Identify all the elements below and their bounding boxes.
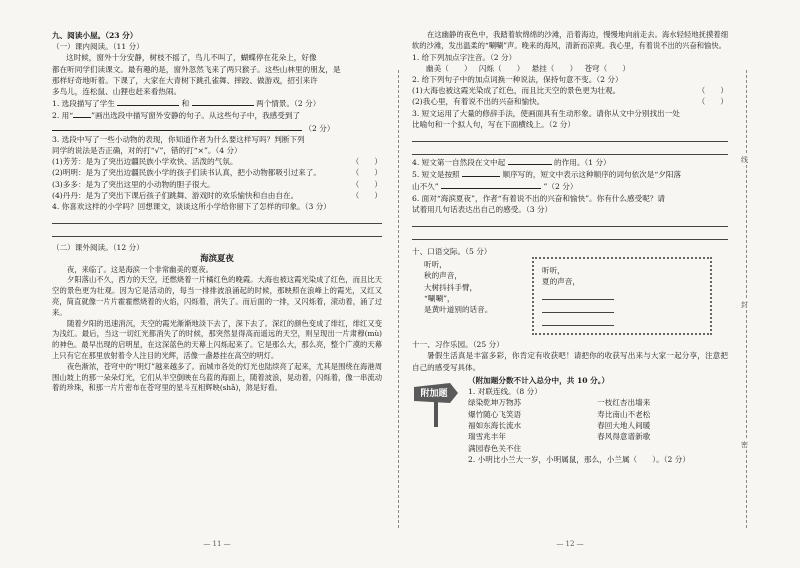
couplet-left[interactable]: 福如东海长流水 bbox=[468, 421, 522, 431]
q1-end: 两个情景。（2 分） bbox=[256, 99, 321, 109]
passage-line: 多鸟儿，连松鼠、山狸也赶来看热闹。 bbox=[52, 87, 182, 97]
oral-title: 十、口语交际。（5 分） bbox=[412, 247, 492, 257]
q4-text: 4. 短文第一自然段在文中起 bbox=[412, 158, 506, 168]
page-number: — 12 — bbox=[556, 539, 584, 548]
writing-prompt bbox=[412, 350, 728, 372]
gutter-char: 线 bbox=[741, 156, 748, 164]
couplet-right[interactable]: 寿比南山不老松 bbox=[597, 409, 651, 419]
pinyin-row bbox=[412, 63, 728, 74]
poem-line: 夏的声音， bbox=[542, 277, 580, 287]
oral-left-poem bbox=[424, 259, 492, 315]
couplet-left[interactable]: 满园春色关不住 bbox=[468, 443, 522, 453]
couplet-row bbox=[468, 443, 656, 454]
r-question-3: 3. 短文运用了大量的修辞手法，使画面具有生动形象。请你从文中分别找出一处 bbox=[412, 108, 680, 118]
pinyin-item[interactable]: 悬挂（ ） bbox=[531, 63, 578, 73]
q5-text-b: 顺序写的，短文中表示这种顺序的词句依次是“夕阳落 bbox=[502, 170, 682, 180]
poem-line: 听听， bbox=[424, 260, 447, 270]
bonus-q2: 2. 小明比小兰大一岁，小明属鼠，那么，小兰属（ ）。（2 分） bbox=[468, 455, 690, 465]
section-title: 九、阅读小屋。（23 分） bbox=[52, 31, 138, 40]
underline-mark bbox=[73, 109, 91, 118]
r-question-6-cont: 试着用几句话表达出自己的感受。（3 分） bbox=[412, 204, 553, 214]
q2-score: （2 分） bbox=[304, 123, 335, 133]
bonus-content bbox=[468, 375, 728, 466]
passage-line: 那样好奇地听着。下课了，大家在大青树下跳孔雀舞、摔跤、做游戏，招引来许 bbox=[52, 75, 318, 85]
option-row bbox=[412, 96, 728, 107]
answer-line[interactable] bbox=[542, 314, 614, 326]
q2-answer-row bbox=[52, 122, 382, 134]
option-text: (2)明明：是为了突出边疆民族小学的孩子们读书认真，把小动物都吸引过来了。 bbox=[52, 168, 321, 178]
writing-title: 十一、习作乐园。（25 分） bbox=[412, 340, 504, 350]
article-paragraph: 夕阳落山不久，西方的天空，还燃烧着一片橘红色的晚霞。大海也被这霞光染成了红色，而且比天空的景色更为壮观。因为它是活动的，每当一排排波浪涌起的时候，那映照在浪峰上的霞光，又红又亮，简直就像一片片霍霍燃烧着的火焰，闪烁着，消失了。而后面的一排，又闪烁着，滚动着，涌了过来。 bbox=[52, 275, 382, 317]
article-paragraph: 在这幽静的夜色中，我踏着软绵绵的沙滩，沿着海边，慢慢地向前走去。海水轻轻地抚摸着细软的沙滩，发出温柔的“唰唰”声。晚来的海风，清新而凉爽。我心里，有着说不出的兴奋和愉快。 bbox=[412, 30, 728, 50]
writing-text: 暑假生活真是丰富多彩，你肯定有收获吧！请把你的收获写出来与大家一起分享，注意把自己的感受写具体。 bbox=[412, 351, 728, 372]
couplet-right[interactable]: 春风得意谱新歌 bbox=[597, 432, 651, 442]
answer-line[interactable] bbox=[542, 288, 614, 300]
pinyin-item[interactable]: 幽美（ ） bbox=[426, 63, 472, 73]
r-question-6: 6. 面对“海滨夏夜”，作者“有着说不出的兴奋和愉快”。你有什么感受呢？请 bbox=[412, 193, 665, 203]
poem-line: “唰唰”， bbox=[424, 293, 455, 303]
r-question-3-cont: 比喻句和一个拟人句，写在下面横线上。（2 分） bbox=[412, 119, 575, 129]
r-question-5-cont bbox=[412, 180, 728, 192]
couplet-row bbox=[468, 397, 656, 408]
q2-end: ”画出选段中描写窗外安静的句子。从这些句子中，我感受到了 bbox=[91, 111, 301, 121]
q5-text: 5. 短文是按照 bbox=[412, 170, 460, 180]
option-row bbox=[412, 85, 728, 96]
couplet-row bbox=[468, 409, 656, 420]
q1-text: 1. 选段描写了学生 bbox=[52, 99, 115, 109]
answer-paren[interactable]: （ ） bbox=[697, 86, 728, 96]
question-3-cont: 同学的说法是否正确，对的打“√”，错的打“×”。（4 分） bbox=[52, 146, 242, 156]
question-1 bbox=[52, 97, 382, 109]
option-row bbox=[52, 156, 382, 167]
answer-paren[interactable]: （ ） bbox=[351, 179, 382, 189]
option-row bbox=[52, 179, 382, 190]
answer-line[interactable] bbox=[52, 212, 382, 224]
passage-line: 这时候，窗外十分安静，树枝不摇了，鸟儿不叫了，蝴蝶停在花朵上，好像 bbox=[66, 53, 317, 63]
couplet-left[interactable]: 爆竹随心飞笑语 bbox=[468, 409, 522, 419]
answer-line[interactable] bbox=[542, 301, 614, 313]
poem-line: 秋的声音， bbox=[424, 271, 462, 281]
oral-answer-frame bbox=[532, 257, 712, 335]
passage-line: 都在听同学们读课文。最有趣的是，窗外忽然飞来了两只猴子。这些山林里的朋友，是 bbox=[52, 64, 341, 74]
article-paragraph: 夜色渐浓，苍穹中的“明灯”越来越多了。而城市各处的灯光也陆续亮了起来，尤其是围绕在海港周围山坡上的那一朵朵灯光，它们从半空倒映在乌蓝的海面上，随着波浪，晃动着，闪烁着，像一串流动着的珍珠，和那一片片密布在苍穹里的星斗互相辉映(shǎ)，煞是好看。 bbox=[52, 361, 382, 393]
bonus-section bbox=[412, 375, 728, 471]
passage-1 bbox=[52, 52, 382, 97]
q3-options bbox=[52, 156, 382, 201]
article-body bbox=[52, 265, 382, 395]
bonus-title: （附加题分数不计入总分中，共 10 分。） bbox=[468, 375, 610, 385]
r-question-4 bbox=[412, 156, 728, 168]
option-text: (1)芳芳：是为了突出边疆民族小学欢快、活泼的气氛。 bbox=[52, 157, 238, 167]
answer-blank[interactable] bbox=[117, 97, 179, 106]
gutter-char: 封 bbox=[741, 301, 748, 309]
answer-line[interactable] bbox=[412, 130, 728, 142]
q1-mid: 和 bbox=[181, 99, 190, 109]
answer-line[interactable] bbox=[412, 143, 728, 155]
right-page bbox=[412, 30, 728, 550]
r-question-1: 1. 给下列加点字注音。（2 分） bbox=[412, 52, 517, 62]
option-row bbox=[52, 190, 382, 201]
answer-blank[interactable] bbox=[52, 122, 302, 131]
couplet-row bbox=[468, 420, 656, 431]
answer-line[interactable] bbox=[52, 225, 382, 237]
article-paragraph: 夜，来临了。这是海滨一个非常幽美的夏夜。 bbox=[67, 264, 213, 274]
answer-paren[interactable]: （ ） bbox=[351, 157, 382, 167]
answer-blank[interactable] bbox=[508, 156, 552, 165]
q2-text: 2. 用“ bbox=[52, 111, 74, 121]
part1-title: （一）课内阅读。（11 分） bbox=[52, 42, 144, 52]
option-text: (4)丹丹：是为了突出下课后孩子们跳舞、游戏时的欢乐愉快和自由自在。 bbox=[52, 190, 299, 200]
question-2 bbox=[52, 109, 382, 121]
answer-blank[interactable] bbox=[462, 168, 500, 177]
article-continued bbox=[412, 30, 728, 52]
couplet-table bbox=[468, 397, 656, 454]
oral-section bbox=[412, 257, 728, 339]
bonus-signpost-icon bbox=[412, 375, 460, 427]
part2-title: （二）课外阅读。（12 分） bbox=[52, 243, 144, 253]
pinyin-item[interactable]: 苍穹（ ） bbox=[584, 63, 630, 73]
answer-line[interactable] bbox=[412, 215, 728, 227]
answer-paren[interactable]: （ ） bbox=[351, 168, 382, 178]
article-title: 海滨夏夜 bbox=[200, 253, 234, 264]
answer-blank[interactable] bbox=[192, 97, 254, 106]
answer-line[interactable] bbox=[412, 228, 728, 240]
bonus-q1: 1. 对联连线。（8 分） bbox=[468, 387, 542, 397]
fold-line bbox=[398, 70, 399, 528]
answer-paren[interactable]: （ ） bbox=[697, 97, 728, 107]
option-text: (3)多多：是为了突出这里的小动物的胆子很大。 bbox=[52, 179, 215, 189]
q5-text-c: 山不久” bbox=[412, 182, 439, 192]
cut-line bbox=[746, 70, 747, 528]
question-4: 4. 你喜欢这样的小学吗？回想课文，谈谈这所小学给你留下了怎样的印象。（3 分） bbox=[52, 202, 331, 212]
answer-paren[interactable]: （ ） bbox=[351, 190, 382, 200]
option-text: (2)我心里，有着说不出的兴奋和愉快。 bbox=[412, 97, 545, 107]
gutter-char: 密 bbox=[741, 441, 748, 449]
r-question-2: 2. 给下列句子中的加点词换一种说法，保持句意不变。（2 分） bbox=[412, 75, 623, 84]
r-question-5 bbox=[412, 168, 728, 180]
option-text: (1)大海也被这霞光染成了红色，而且比天空的景色更为壮观。 bbox=[412, 86, 621, 96]
article-paragraph: 随着夕阳的迅速消沉，天空的霞光渐渐地淡下去了，深下去了。深红的颜色变成了绯红，绯红又变为浅红。最后，当这一切红光都消失了的时候，那突然显得高而遥远的天空，则呈现出一片肃穆(mù)的神色。最早出现的启明星，在这深蓝色的天幕上闪烁起来了。它是那么大，那么亮，整个广漠的天幕上只有它在那里放射着令人注目的光辉，活像一盏悬挂在高空的明灯。 bbox=[52, 318, 382, 361]
poem-line: 是黄叶道别的话音。 bbox=[424, 305, 493, 315]
couplet-left[interactable]: 瑞雪兆丰年 bbox=[468, 432, 506, 442]
question-3: 3. 选段中写了一些小动物的表现，你知道作者为什么要这样写吗？判断下列 bbox=[52, 134, 305, 144]
page-number: — 11 — bbox=[203, 539, 231, 548]
option-row bbox=[52, 167, 382, 178]
couplet-right[interactable]: 春回大地人间暖 bbox=[597, 421, 651, 431]
couplet-right[interactable]: 一枝红杏出墙来 bbox=[597, 398, 651, 408]
couplet-row bbox=[468, 431, 656, 442]
q5-text-d: ”（2 分） bbox=[543, 182, 578, 192]
q4-end: 的作用。（1 分） bbox=[554, 158, 611, 168]
poem-line: 听听， bbox=[542, 266, 565, 276]
poem-line: 大树抖抖手臂， bbox=[424, 282, 478, 292]
left-page bbox=[52, 30, 382, 550]
couplet-left[interactable]: 绿染乾坤万物苏 bbox=[468, 398, 522, 408]
answer-blank[interactable] bbox=[441, 180, 541, 189]
pinyin-item[interactable]: 闪烁（ ） bbox=[478, 63, 525, 73]
bonus-sign-text: 附加题 bbox=[420, 388, 448, 399]
